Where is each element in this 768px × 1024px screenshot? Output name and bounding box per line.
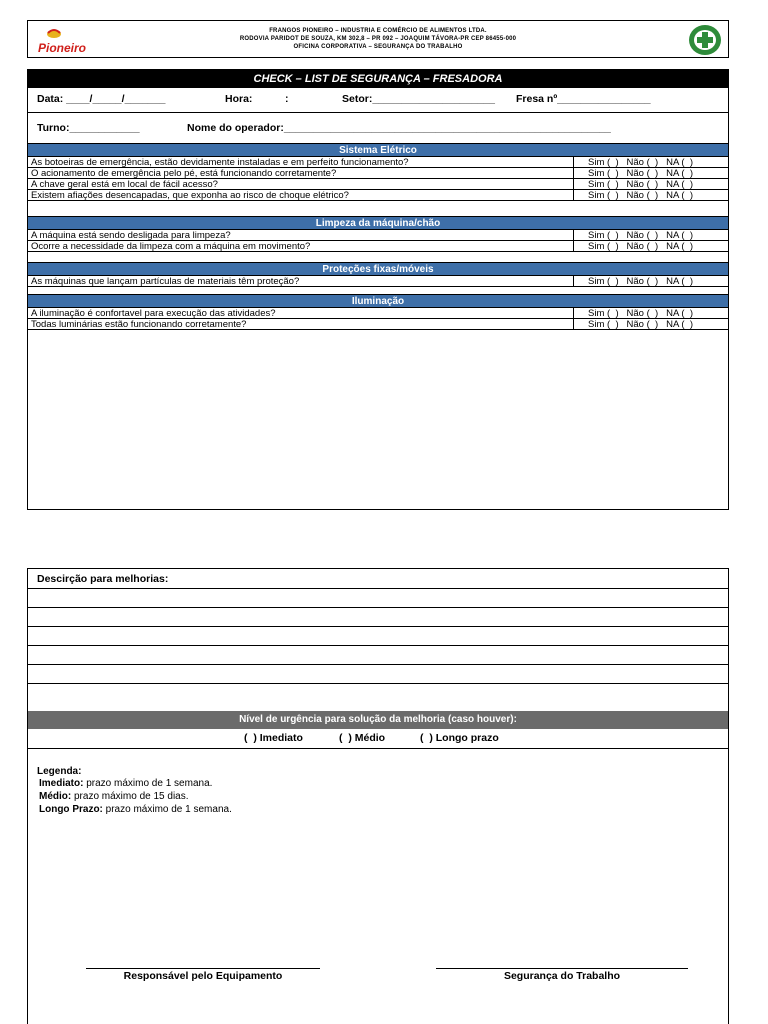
improvement-line-input[interactable] [28,684,728,710]
operator-row [28,117,728,139]
answer-options[interactable]: Sim ( ) Não ( ) NA ( ) [573,276,728,286]
signature-line-equipment[interactable] [86,968,320,969]
legend-term: Longo Prazo: [39,804,103,815]
sector-field[interactable]: Setor:_____________________ [342,93,495,105]
question-text: A máquina está sendo desligada para limpeza? [31,230,231,241]
section-guards: Proteções fixas/móveis [28,262,728,276]
shift-field[interactable]: Turno:____________ [37,122,140,134]
urgency-immediate-option[interactable]: ( ) Imediato [244,732,303,744]
safety-seal-icon [688,24,722,56]
legend-desc: prazo máximo de 1 semana. [102,804,232,815]
question-row [28,190,728,201]
question-row [28,241,728,252]
signature-label-safety: Segurança do Trabalho [503,970,621,982]
signature-label-equipment: Responsável pelo Equipamento [123,970,283,982]
question-text: A iluminação é confortavel para execução das atividades? [31,308,276,319]
question-text: O acionamento de emergência pelo pé, está funcionando corretamente? [31,168,337,179]
date-row [28,88,728,110]
company-line: OFICINA CORPORATIVA – SEGURANÇA DO TRABALHO [293,44,463,50]
machine-number-field[interactable]: Fresa nº________________ [516,93,651,105]
legend-item [39,804,232,816]
time-field[interactable]: Hora: [225,93,253,105]
question-text: Ocorre a necessidade da limpeza com a máquina em movimento? [31,241,311,252]
signature-line-safety[interactable] [436,968,688,969]
answer-options[interactable]: Sim ( ) Não ( ) NA ( ) [573,157,728,167]
time-separator: : [285,93,289,105]
answer-options[interactable]: Sim ( ) Não ( ) NA ( ) [573,179,728,189]
legend-desc: prazo máximo de 1 semana. [83,778,213,789]
operator-field[interactable]: Nome do operador:________________________________________________________ [187,122,611,134]
improvements-title: Descirção para melhorias: [37,573,169,585]
question-row [28,230,728,241]
question-row [28,319,728,330]
section-lighting: Iluminação [28,294,728,308]
question-row [28,308,728,319]
question-text: As botoeiras de emergência, estão devidamente instaladas e em perfeito funcionamento? [31,157,409,168]
document-header [27,20,729,58]
question-row [28,276,728,287]
question-row [28,168,728,179]
legend-term: Imediato: [39,778,84,789]
improvements-form [27,568,729,1024]
section-cleaning: Limpeza da máquina/chão [28,216,728,230]
logo-text: Pioneiro [38,41,87,55]
answer-options[interactable]: Sim ( ) Não ( ) NA ( ) [573,168,728,178]
company-line: RODOVIA PARIDOT DE SOUZA, KM 302,8 – PR 092 – JOAQUIM TÁVORA-PR CEP 86455-000 [239,36,517,42]
legend-title: Legenda: [37,766,82,777]
question-row [28,179,728,190]
date-field[interactable]: Data: ____/_____/_______ [37,93,166,105]
legend-item [39,791,189,803]
urgency-title: Nível de urgência para solução da melhoria (caso houver): [28,711,728,729]
checklist-form [27,69,729,510]
question-text: Existem afiações desencapadas, que exponha ao risco de choque elétrico? [31,190,349,201]
answer-options[interactable]: Sim ( ) Não ( ) NA ( ) [573,190,728,200]
question-text: Todas luminárias estão funcionando corretamente? [31,319,247,330]
form-title: CHECK – LIST DE SEGURANÇA – FRESADORA [28,70,728,88]
legend-term: Médio: [39,791,72,802]
answer-options[interactable]: Sim ( ) Não ( ) NA ( ) [573,308,728,318]
section-electrical: Sistema Elétrico [28,143,728,157]
pioneiro-logo [34,27,94,55]
company-info [158,27,598,51]
answer-options[interactable]: Sim ( ) Não ( ) NA ( ) [573,241,728,251]
company-line: FRANGOS PIONEIRO – INDUSTRIA E COMÉRCIO DE ALIMENTOS LTDA. [269,28,487,34]
question-row [28,157,728,168]
legend-item [39,778,212,790]
question-text: A chave geral está em local de fácil acesso? [31,179,218,190]
question-text: As máquinas que lançam partículas de materiais têm proteção? [31,276,300,287]
answer-options[interactable]: Sim ( ) Não ( ) NA ( ) [573,230,728,240]
urgency-long-term-option[interactable]: ( ) Longo prazo [420,732,499,744]
legend-desc: prazo máximo de 15 dias. [71,791,189,802]
urgency-medium-option[interactable]: ( ) Médio [339,732,386,744]
answer-options[interactable]: Sim ( ) Não ( ) NA ( ) [573,319,728,329]
